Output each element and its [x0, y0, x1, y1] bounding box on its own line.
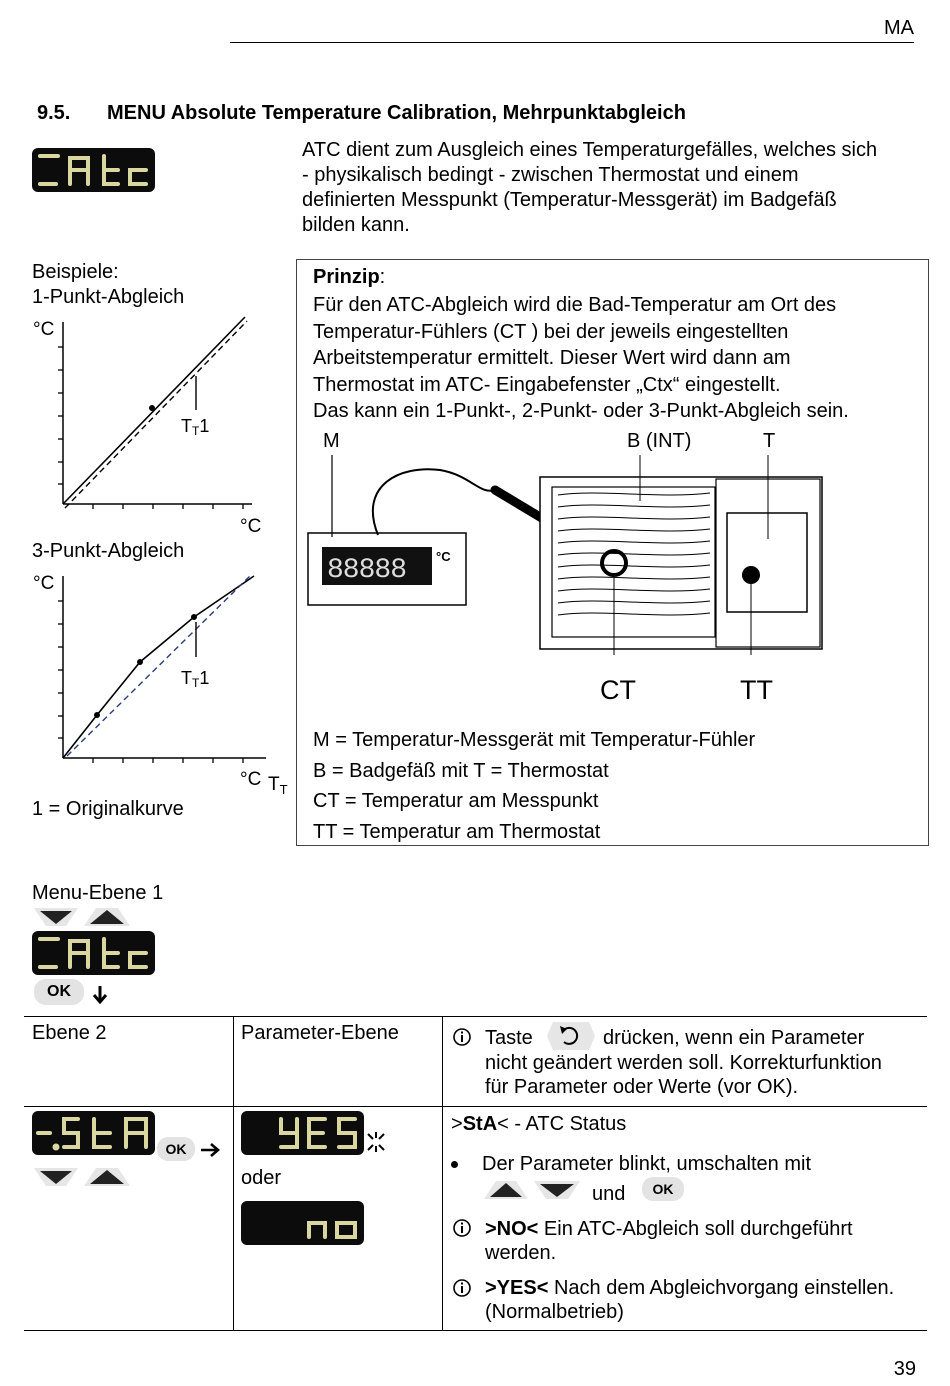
ok-button[interactable]: OK [157, 1137, 195, 1161]
table-col-divider [233, 1016, 234, 1331]
sensor-handle [495, 490, 545, 520]
chart-3-punkt [30, 566, 294, 801]
header-code: MA [884, 17, 914, 39]
col3-header-line: nicht geändert werden soll. Korrekturfunktion [485, 1052, 882, 1074]
table-col-divider [442, 1016, 443, 1331]
meter-digits: 88888 [327, 555, 407, 586]
yes-option-line2: (Normalbetrieb) [485, 1301, 624, 1323]
legend-line: CT = Temperatur am Messpunkt [313, 790, 599, 812]
bullet-text: Der Parameter blinkt, umschalten mit [482, 1153, 812, 1175]
lcd-atc-menu [32, 931, 155, 975]
blink-icon [366, 1130, 386, 1154]
chart2-tt1-label: TT1 [181, 668, 210, 690]
chart2-y-unit: °C [33, 573, 55, 594]
intro-line: ATC dient zum Ausgleich eines Temperaturgefälles, welches sich [302, 139, 878, 161]
page-number: 39 [893, 1358, 916, 1380]
lcd-sta-display [32, 1111, 155, 1155]
yes-option-text: >YES< Nach dem Abgleichvorgang einstellen. [485, 1277, 895, 1299]
table-mid-rule [24, 1106, 927, 1107]
lcd-atc-display [32, 148, 155, 192]
back-button[interactable] [545, 1020, 597, 1052]
section-number: 9.5. [37, 102, 71, 124]
lcd-no-glyphs [241, 1201, 364, 1245]
prinzip-line: Das kann ein 1-Punkt-, 2-Punkt- oder 3-Punkt-Abgleich sein. [313, 400, 849, 422]
intro-paragraph [302, 138, 877, 238]
chart2-title: 3-Punkt-Abgleich [32, 540, 185, 562]
arrow-right-icon [200, 1142, 220, 1158]
original-curve-legend: 1 = Originalkurve [32, 798, 184, 820]
chart1-x-unit: °C [240, 516, 262, 537]
thermostat-sensor-tt [742, 566, 760, 584]
chart2-point [137, 659, 143, 665]
nav-arrow-buttons[interactable] [32, 1166, 132, 1188]
ok-button[interactable]: OK [34, 979, 84, 1005]
legend-line: M = Temperatur-Messgerät mit Temperatur-Fühler [313, 729, 756, 751]
chart1-calibrated-line [63, 317, 245, 504]
lcd-sta-glyphs [32, 1111, 155, 1155]
prinzip-line: Für den ATC-Abgleich wird die Bad-Temperatur am Ort des [313, 294, 837, 316]
col1-header: Ebene 2 [32, 1022, 107, 1044]
col3-header-line: für Parameter oder Werte (vor OK). [485, 1076, 799, 1098]
menu-level-1-label: Menu-Ebene 1 [32, 882, 164, 904]
und-label: und [592, 1183, 626, 1205]
sta-heading: >StA< - ATC Status [451, 1113, 627, 1135]
chart-1-punkt [30, 312, 270, 542]
prinzip-line: Temperatur-Fühlers (CT ) bei der jeweils eingestellten [313, 320, 789, 343]
chart1-point [149, 405, 155, 411]
info-icon [453, 1279, 471, 1297]
lcd-no-display [241, 1201, 364, 1245]
nav-arrow-buttons[interactable] [482, 1179, 582, 1201]
chart2-point [191, 614, 197, 620]
no-option-text: >NO< Ein ATC-Abgleich soll durchgeführt [485, 1218, 853, 1240]
intro-line: definierten Messpunkt (Temperatur-Messgerät) im Badgefäß [302, 189, 837, 211]
legend-line: B = Badgefäß mit T = Thermostat [313, 759, 609, 782]
prinzip-heading: Prinzip: [313, 266, 386, 288]
col2-header: Parameter-Ebene [241, 1022, 399, 1044]
ok-button[interactable]: OK [642, 1177, 684, 1201]
info-icon [453, 1219, 471, 1237]
col3-header-text: drücken, wenn ein Parameter [603, 1027, 865, 1049]
no-option-line2: werden. [485, 1242, 557, 1264]
prinzip-legend [313, 725, 755, 847]
prinzip-text [313, 292, 849, 425]
bullet [451, 1161, 458, 1168]
meter-unit: °C [436, 549, 451, 564]
diagram-label-tt: TT [740, 675, 773, 705]
nav-arrow-buttons[interactable] [32, 906, 132, 928]
intro-line: - physikalisch bedingt - zwischen Thermostat und einem [302, 164, 799, 186]
chart1-original-curve [65, 321, 247, 508]
chart2-x-axis-label: $T_T$ [268, 774, 288, 797]
diagram-label-b: B (INT) [627, 430, 692, 452]
lcd-atc-glyphs [32, 931, 155, 975]
prinzip-line: Arbeitstemperatur ermittelt. Dieser Wert wird dann am [313, 347, 791, 369]
intro-line: bilden kann. [302, 214, 410, 236]
chart2-x-unit: °C [240, 769, 262, 790]
chart1-y-unit: °C [33, 319, 55, 340]
chart2-original-curve [67, 574, 252, 756]
chart2-point [94, 712, 100, 718]
header-rule [230, 42, 914, 43]
legend-line: TT = Temperatur am Thermostat [313, 820, 601, 843]
lcd-atc-glyphs [32, 148, 155, 192]
diagram-label-t: T [763, 430, 776, 452]
apparatus-diagram [300, 455, 830, 655]
section-title: MENU Absolute Temperature Calibration, Mehrpunktabgleich [107, 102, 686, 124]
lcd-yes-glyphs [241, 1111, 364, 1155]
table-bottom-rule [24, 1330, 927, 1331]
diagram-label-m: M [323, 430, 340, 452]
chart1-title: 1-Punkt-Abgleich [32, 286, 185, 308]
diagram-label-ct: CT [600, 675, 636, 705]
oder-label: oder [241, 1167, 282, 1189]
chart1-tt1-label: TT1 [181, 416, 210, 438]
examples-heading: Beispiele: [32, 261, 119, 283]
thermostat-window [727, 513, 807, 612]
sensor-cable [373, 469, 495, 535]
lcd-yes-display [241, 1111, 364, 1155]
col3-taste: Taste [485, 1027, 533, 1049]
arrow-down-bold-icon [92, 985, 108, 1005]
table-top-rule [24, 1016, 927, 1017]
info-icon [453, 1028, 471, 1046]
prinzip-line: Thermostat im ATC- Eingabefenster „Ctx“ eingestellt. [313, 373, 781, 396]
chart2-calibrated-curve [63, 576, 254, 758]
